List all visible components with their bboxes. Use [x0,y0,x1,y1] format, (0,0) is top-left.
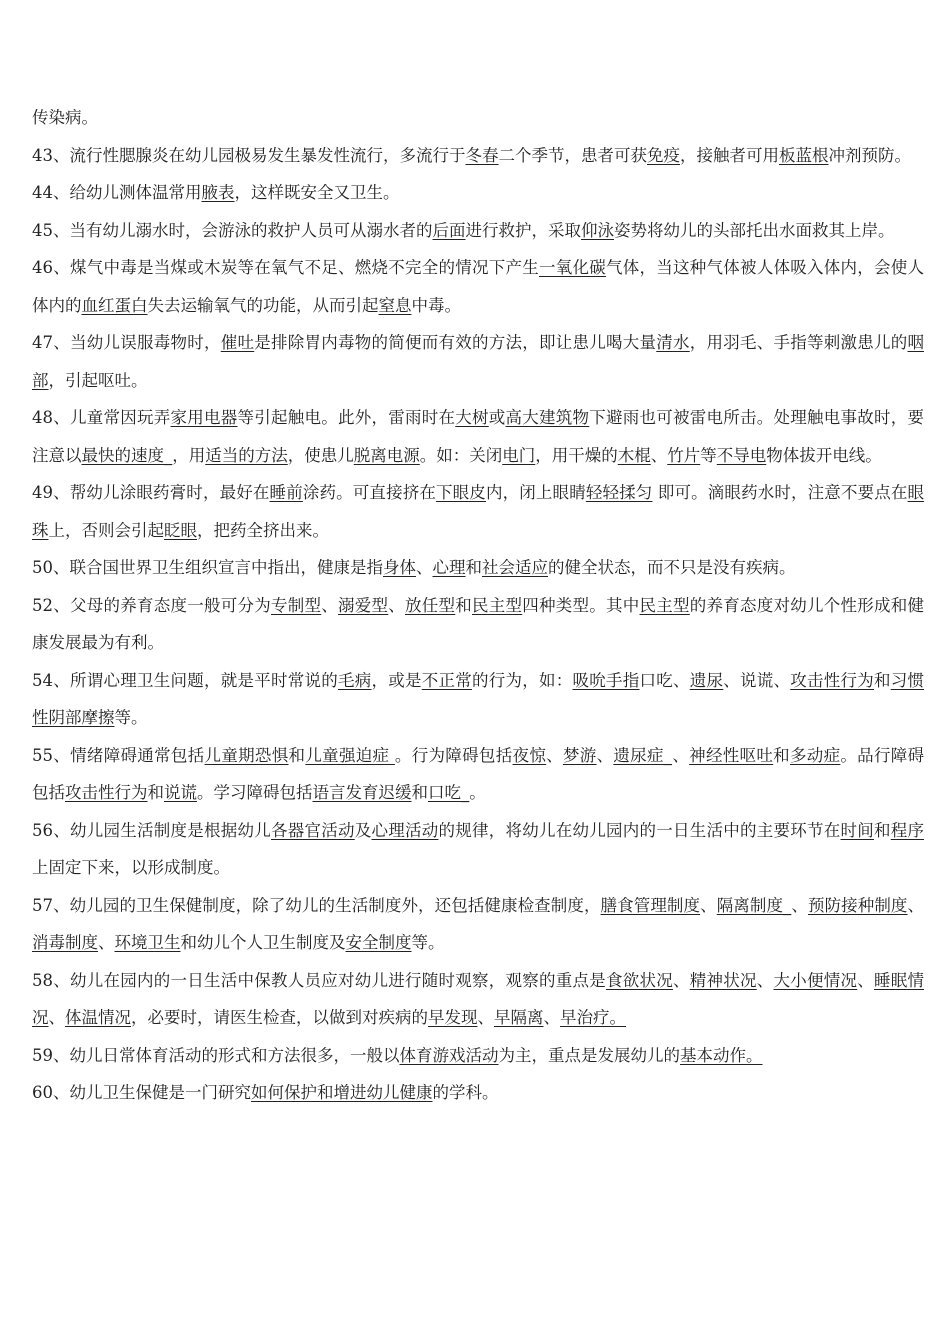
question-text: 传染病。 [32,108,98,127]
answer-blank: 民主型 [472,595,523,615]
question-text: 52、父母的养育态度一般可分为 [32,595,271,615]
answer-blank: 攻击性行为 [790,670,874,690]
answer-blank: 后面 [432,220,466,240]
question-text: ，用干燥的 [535,445,618,465]
question-text: 口吃、 [639,670,690,690]
question-text: 及 [354,820,372,840]
question-text: 50、联合国世界卫生组织宣言中指出，健康是指 [32,558,383,577]
answer-blank: 脱离电源 [353,445,420,465]
question-text: 、 [700,895,717,915]
paragraph [32,1074,924,1112]
question-text: 58、幼儿在园内的一日生活中保教人员应对幼儿进行随时观察，观察的重点是 [32,970,606,990]
question-text: 和 [874,670,891,690]
question-text: 和 [773,745,790,765]
question-text: 和 [288,745,306,765]
question-text: ，接触者可用 [680,145,779,165]
answer-blank: 家用电器 [170,408,238,427]
question-text: 的学科。 [432,1083,499,1102]
document-page [32,99,924,1112]
question-text: 姿势将幼儿的头部托出水面救其上岸。 [614,220,895,240]
answer-blank: 下眼皮 [436,483,486,502]
answer-blank: 眼珠 [32,483,925,540]
question-text: 。学习障碍包括 [197,783,313,802]
paragraph [32,962,924,1037]
question-text: 等。 [114,708,148,727]
paragraph [32,99,924,137]
answer-blank: 轻轻揉匀 [585,483,653,502]
answer-blank: 体温情况 [65,1008,131,1027]
answer-blank: 专制型 [271,595,322,615]
answer-blank: 如何保护和增进幼儿健康 [251,1083,433,1102]
question-text: 物体拔开电线。 [766,445,882,465]
answer-blank: 口吃_ [428,783,470,802]
question-text: 失去运输氧气的功能，从而引起 [147,295,379,315]
answer-blank: 眨眼 [164,520,197,540]
answer-blank: 攻击性行为 [65,783,148,802]
paragraph [32,212,924,250]
answer-blank: 梦游 [562,745,597,765]
question-text: 、 [857,970,874,990]
answer-blank: 冬春 [465,145,499,165]
answer-blank: 神经性呕吐 [689,745,774,765]
paragraph [32,887,924,962]
paragraph [32,249,924,324]
answer-blank: 咽部 [32,333,924,390]
answer-blank: 仰泳 [581,220,614,240]
question-text: 为主，重点是发展幼儿的 [498,1045,680,1065]
question-text: 、 [672,745,690,765]
question-text: 或 [488,408,506,427]
question-text: 内，闭上眼睛 [485,483,586,502]
answer-blank: 心理活动 [371,820,439,840]
answer-blank: 身体 [383,558,416,577]
answer-blank: 电门 [502,445,536,465]
question-text: 、 [650,445,668,465]
question-text: 、 [416,558,433,577]
question-text: 59、幼儿日常体育活动的形式和方法很多，一般以 [32,1045,400,1065]
answer-blank: 程序 [890,820,924,840]
question-text: 45、当有幼儿溺水时，会游泳的救护人员可从溺水者的 [32,220,433,240]
question-text: ，必要时，请医生检查，以做到对疾病的 [131,1008,428,1027]
question-text: 等。 [411,933,445,952]
question-text: ，引起呕吐。 [48,370,148,390]
answer-blank: 适当的方法 [205,445,288,465]
question-text: 、 [48,1008,65,1027]
question-text: 的规律，将幼儿在幼儿园内的一日生活中的主要环节在 [438,820,841,840]
question-text: 和 [465,558,482,577]
answer-blank: 体育游戏活动 [399,1045,499,1065]
answer-blank: 消毒制度 [32,933,98,952]
question-text: 二个季节，患者可获 [498,145,647,165]
question-text: 、 [98,933,115,952]
question-text: 、 [388,595,405,615]
answer-blank: 食欲状况 [606,970,673,990]
answer-blank: 儿童期恐惧 [204,745,289,765]
paragraph [32,737,924,812]
answer-blank: 不导电 [716,445,767,465]
question-text: 气体，当这种气体被人体吸入体内，会使人体内的 [32,258,924,315]
answer-blank: 各器官活动 [271,820,355,840]
question-text: 涂药。可直接挤在 [302,483,437,502]
answer-blank: 环境卫生 [114,933,181,952]
answer-blank: 早治疗。 [560,1008,626,1027]
answer-blank: 早发现 [428,1008,478,1027]
answer-blank: 一氧化碳 [539,258,606,277]
question-text: 和 [411,783,428,802]
answer-blank: 板蓝根 [779,145,829,165]
question-text: 即可。滴眼药水时，注意不要点在 [652,483,908,502]
answer-blank: 社会适应 [482,558,548,577]
question-text: 中毒。 [411,295,461,315]
question-text: 和 [147,783,164,802]
paragraph [32,324,924,399]
paragraph [32,174,924,212]
question-text: 进行救护，采取 [465,220,581,240]
answer-blank: 窒息 [378,295,412,315]
answer-blank: 时间 [840,820,874,840]
answer-blank: 基本动作。 [680,1045,763,1065]
question-text: 上固定下来，以形成制度。 [32,858,230,877]
answer-blank: 高大建筑物 [505,408,590,427]
question-text: 的养育态度对幼儿个性形成和健康发展最为有利。 [32,595,924,652]
question-text: 55、情绪障碍通常包括 [32,745,205,765]
answer-blank: 膳食管理制度 [600,895,701,915]
question-text: 44、给幼儿测体温常用 [32,183,202,202]
answer-blank: 预防接种制度 [807,895,908,915]
question-text: 四种类型。其中 [522,595,640,615]
question-text: ，或是 [371,670,422,690]
paragraph [32,549,924,587]
answer-blank: 腋表 [201,183,235,202]
answer-blank: 遗尿症_ [613,745,673,765]
answer-blank: 心理 [432,558,466,577]
question-text: 47、当幼儿误服毒物时， [32,333,221,352]
answer-blank: 民主型 [639,595,690,615]
answer-blank: 竹片 [667,445,701,465]
question-text: 和 [874,820,891,840]
question-text: 、 [543,1008,560,1027]
question-text: 。 [469,783,486,802]
question-text: ，用 [172,445,206,465]
answer-blank: 说谎 [164,783,197,802]
question-text: 的行为，如： [472,670,573,690]
answer-blank: 大小便情况 [773,970,858,990]
question-text: 、说谎、 [723,670,791,690]
question-text: 。品行障碍包括 [32,745,925,802]
question-text: ，把药全挤出来。 [197,520,329,540]
question-text: 57、幼儿园的卫生保健制度，除了幼儿的生活制度外，还包括健康检查制度， [32,895,601,915]
question-text: 、 [321,595,338,615]
paragraph [32,662,924,737]
question-text: 54、所谓心理卫生问题，就是平时常说的 [32,670,338,690]
answer-blank: 催吐 [220,333,255,352]
answer-blank: 木棍 [617,445,651,465]
question-text: 等引起触电。此外，雷雨时在 [237,408,456,427]
paragraph [32,399,924,474]
answer-blank: 睡眠情况 [32,970,924,1027]
paragraph [32,587,924,662]
answer-blank: 不正常 [421,670,472,690]
question-text: 、 [477,1008,494,1027]
question-text: ，用羽毛、手指等刺激患儿的 [689,333,908,352]
question-text: 上，否则会引起 [48,520,164,540]
answer-blank: 睡前 [269,483,303,502]
question-text: 和 [455,595,472,615]
question-text: 、 [791,895,808,915]
question-text: 下避雨也可被雷电所击。处理触电事故时，要注意以 [32,408,924,465]
answer-blank: 免疫 [647,145,680,165]
answer-blank: 精神状况 [689,970,757,990]
question-text: 60、幼儿卫生保健是一门研究 [32,1083,251,1102]
answer-blank: 最快的速度_ [81,445,173,465]
paragraph [32,474,924,549]
question-text: ，这样既安全又卫生。 [234,183,400,202]
answer-blank: 大树 [455,408,489,427]
question-text: 。行为障碍包括 [394,745,513,765]
answer-blank: 习惯性阴部摩擦 [32,670,924,727]
answer-blank: 夜惊 [512,745,547,765]
answer-blank: 早隔离 [494,1008,544,1027]
answer-blank: 清水 [656,333,690,352]
answer-blank: 血红蛋白 [81,295,148,315]
question-text: 等 [700,445,717,465]
answer-blank: 儿童强迫症 [305,745,395,765]
paragraph [32,137,924,175]
question-text: 和幼儿个人卫生制度及 [180,933,346,952]
answer-blank: 溺爱型 [338,595,389,615]
answer-blank: 毛病 [338,670,372,690]
question-text: 。如：关闭 [419,445,503,465]
question-text: 、 [673,970,690,990]
question-text: 冲剂预防。 [828,145,911,165]
question-text: 、 [546,745,563,765]
question-text: 46、煤气中毒是当煤或木炭等在氧气不足、燃烧不完全的情况下产生 [32,258,539,277]
answer-blank: 隔离制度_ [716,895,792,915]
question-text: 48、儿童常因玩弄 [32,408,171,427]
paragraph [32,1037,924,1075]
answer-blank: 安全制度 [345,933,412,952]
answer-blank: 多动症 [789,745,841,765]
question-text: 是排除胃内毒物的简便而有效的方法，即让患儿喝大量 [254,333,657,352]
question-text: 、 [596,745,614,765]
answer-blank: 语言发育迟缓 [312,783,412,802]
question-text: 的健全状态，而不只是没有疾病。 [548,558,796,577]
answer-blank: 放任型 [405,595,456,615]
paragraph [32,812,924,887]
question-text: 、 [756,970,774,990]
question-text: ，使患儿 [287,445,354,465]
question-text: 、 [907,895,925,915]
answer-blank: 遗尿 [689,670,724,690]
question-text: 56、幼儿园生活制度是根据幼儿 [32,820,271,840]
question-text: 49、帮幼儿涂眼药膏时，最好在 [32,483,270,502]
answer-blank: 吸吮手指 [572,670,640,690]
question-text: 43、流行性腮腺炎在幼儿园极易发生暴发性流行，多流行于 [32,145,466,165]
